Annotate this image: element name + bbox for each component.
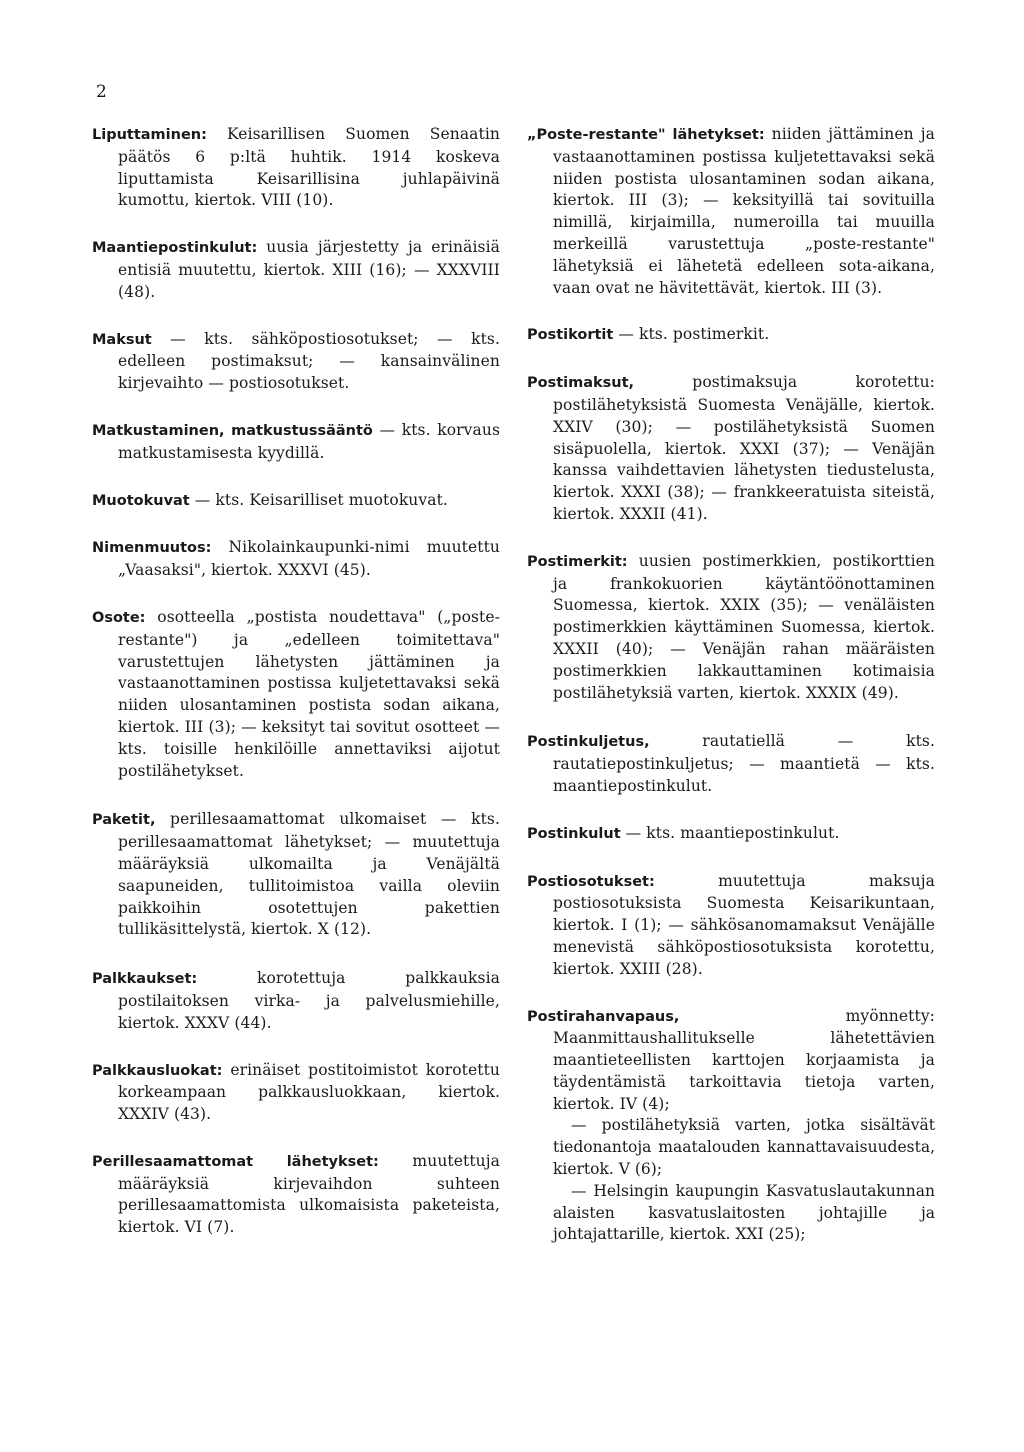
entry-text: perillesaamattomat ulkomaiset — kts. perillesaamattomat lähetykset; — muutettuja määräyksiä ulkomailta ja Venäjältä saapuneiden, tullitoimistoa vailla oleviin paikkoihin osotettujen pakettien tullikäsittelystä, kiertok. X (12). bbox=[118, 810, 500, 939]
entry-text: rautatiellä — kts. rautatiepostinkuljetus; — maantietä — kts. maantiepostinkulut. bbox=[553, 732, 935, 795]
entry-text: Nikolainkaupunki-nimi muutettu „Vaasaksi", kiertok. XXXVI (45). bbox=[118, 538, 500, 580]
entry-text: korotettuja palkkauksia postilaitoksen virka- ja palvelusmiehille, kiertok. XXXV (44). bbox=[118, 969, 500, 1032]
entry-term: Postirahanvapaus, bbox=[527, 1008, 680, 1025]
index-entry-perillesaamattomat bbox=[92, 1151, 500, 1239]
index-entry-muotokuvat bbox=[92, 490, 500, 513]
entry-text: erinäiset postitoimistot korotettu korkeampaan palkkausluokkaan, kiertok. XXXIV (43). bbox=[118, 1060, 500, 1124]
page-number: 2 bbox=[96, 82, 107, 102]
index-entry-postirahanvapaus bbox=[527, 1006, 935, 1116]
entry-text: myönnetty: Maanmittaushallitukselle lähetettävien maantieteellisten karttojen korjaamista ja täydentämistä tarkoittavia tietoja varten, kiertok. IV (4); bbox=[553, 1006, 935, 1113]
entry-text: muutettuja määräyksiä kirjevaihdon suhteen perillesaamattomista ulkomaisista paketeista, kiertok. VI (7). bbox=[118, 1151, 500, 1237]
index-entry-liputtaminen bbox=[92, 124, 500, 212]
index-entry-maksut bbox=[92, 329, 500, 395]
index-entry-paketit bbox=[92, 809, 500, 941]
entry-text: muutettuja maksuja postiosotuksista Suomesta Keisarikuntaan, kiertok. I (1); — sähkösanomamaksut Venäjälle menevistä sähköpostiosotuksista korotettu, kiertok. XXIII (28). bbox=[553, 871, 935, 978]
entry-text: — kts. Keisarilliset muotokuvat. bbox=[189, 490, 448, 509]
entry-term: Postimerkit: bbox=[527, 553, 628, 570]
index-entry-maantiepostinkulut bbox=[92, 237, 500, 303]
index-entry-poste-restante bbox=[527, 124, 935, 299]
entry-text: uusia järjestetty ja erinäisiä entisiä muutettu, kiertok. XIII (16); — XXXVIII (48). bbox=[118, 238, 500, 301]
entry-text: Keisarillisen Suomen Senaatin päätös 6 p:ltä huhtik. 1914 koskeva liputtamista Keisarillisina juhlapäivinä kumottu, kiertok. VIII (10). bbox=[118, 125, 500, 210]
entry-term: Maantiepostinkulut: bbox=[92, 240, 258, 257]
index-entry-postinkulut bbox=[527, 823, 935, 846]
entry-text: postimaksuja korotettu: postilähetyksistä Suomesta Venäjälle, kiertok. XXIV (30); — postilähetyksistä Suomen sisäpuolella, kiertok. XXXI (37); — Venäjän kanssa vaihdettavien lähetysten tiedustelusta, kiertok. XXXI (38); — frankkeeratuista siteistä, kiertok. XXXII (41). bbox=[553, 373, 935, 523]
entry-term: Liputtaminen: bbox=[92, 127, 207, 143]
index-entry-nimenmuutos bbox=[92, 537, 500, 582]
entry-term: Maksut bbox=[92, 331, 152, 348]
entry-term: Palkkaukset: bbox=[92, 971, 198, 988]
entry-term: „Poste-restante" lähetykset: bbox=[527, 127, 765, 143]
entry-term: Matkustaminen, matkustussääntö bbox=[92, 422, 373, 439]
index-entry-matkustaminen bbox=[92, 420, 500, 465]
entry-text: uusien postimerkkien, postikorttien ja frankokuorien käytäntöönottaminen Suomessa, kiertok. XXIX (35); — venäläisten postimerkkien käyttäminen Suomessa, kiertok. XXXII (40); — Venäjän rahan määräisten postimerkkien lakkauttaminen kotimaisia postilähetyksiä varten, kiertok. XXXIX (49). bbox=[553, 551, 935, 702]
left-column bbox=[92, 124, 500, 1264]
entry-term: Muotokuvat bbox=[92, 492, 190, 509]
index-entry-palkkaukset bbox=[92, 968, 500, 1034]
entry-term: Perillesaamattomat lähetykset: bbox=[92, 1153, 379, 1170]
index-entry-postikortit bbox=[527, 324, 935, 347]
entry-term: Postinkulut bbox=[527, 825, 621, 842]
index-subentry: — Helsingin kaupungin Kasvatuslautakunnan alaisten kasvatuslaitosten johtajille ja johtajattarille, kiertok. XXI (25); bbox=[553, 1181, 935, 1244]
entry-term: Postiosotukset: bbox=[527, 873, 655, 890]
entry-term: Osote: bbox=[92, 609, 146, 626]
entry-term: Postikortit bbox=[527, 327, 614, 344]
entry-term: Nimenmuutos: bbox=[92, 540, 212, 557]
entry-text: osotteella „postista noudettava" („poste-restante") ja „edelleen toimitettava" varustettujen lähetysten jättäminen ja vastaanottaminen postissa kuljetettavaksi sekä niiden ulosantaminen postista sodan aikana, kiertok. III (3); — keksityt tai sovitut osotteet — kts. toisille henkilöille annettaviksi aijotut postilähetykset. bbox=[118, 607, 500, 780]
entry-text: niiden jättäminen ja vastaanottaminen postissa kuljetettavaksi sekä niiden postista ulosantaminen sodan aikana, kiertok. III (3); — keksityillä tai sovituilla nimillä, kirjaimilla, numeroilla tai muuilla merkeillä varustettuja „poste-restante" lähetyksiä ei lähetetä edelleen sota-aikana, vaan ovat ne hävitettävät, kiertok. III (3). bbox=[553, 125, 935, 297]
index-subentry: — postilähetyksiä varten, jotka sisältävät tiedonantoja maatalouden kannattavaisuudesta, kiertok. V (6); bbox=[553, 1116, 935, 1179]
entry-text: — kts. postimerkit. bbox=[613, 325, 770, 344]
index-entry-postiosotukset bbox=[527, 871, 935, 981]
index-entry-postinkuljetus bbox=[527, 731, 935, 797]
entry-text: — kts. maantiepostinkulut. bbox=[620, 823, 840, 842]
entry-term: Postimaksut, bbox=[527, 375, 635, 392]
index-entry-osote bbox=[92, 607, 500, 782]
entry-term: Postinkuljetus, bbox=[527, 734, 650, 751]
index-entry-postimerkit bbox=[527, 551, 935, 705]
entry-text: — kts. sähköpostiosotukset; — kts. edelleen postimaksut; — kansainvälinen kirjevaihto — postiosotukset. bbox=[118, 329, 500, 393]
entry-term: Palkkausluokat: bbox=[92, 1062, 223, 1079]
index-entry-palkkausluokat bbox=[92, 1060, 500, 1126]
entry-term: Paketit, bbox=[92, 812, 156, 829]
right-column bbox=[527, 124, 935, 1246]
index-entry-postimaksut bbox=[527, 372, 935, 526]
entry-text: — kts. korvaus matkustamisesta kyydillä. bbox=[118, 420, 500, 462]
